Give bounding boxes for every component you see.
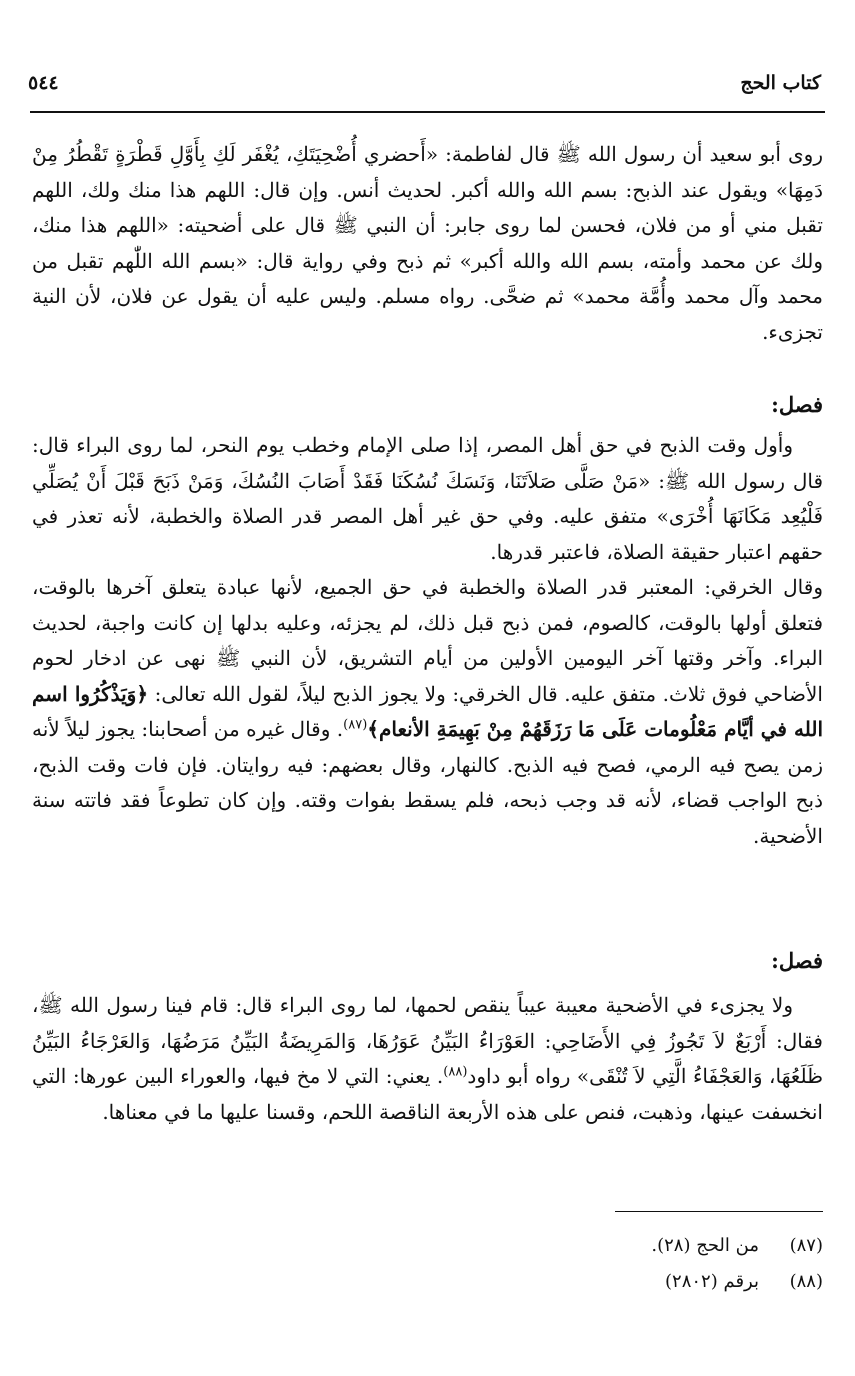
paragraph-1: روى أبو سعيد أن رسول الله ﷺ قال لفاطمة: «أَحضري أُضْحِيَتَكِ، يُغْفَر لَكِ بِأَوَّلِ قَطْرَةٍ تَقْطُرُ مِنْ دَمِهَا» ويقول عند الذبح: بسم الله والله أكبر. لحديث أنس. وإن قال: اللهم هذا منك ولك، اللهم تقبل مني أو من فلان، فحسن لما روى جابر: أن النبي ﷺ قال على أضحيته: «اللهم هذا منك، ولك عن محمد وأمته، بسم الله والله أكبر» ثم ذبح وفي رواية قال: «بسم الله اللّٰهم تقبل من محمد وآل محمد وأُمَّة محمد» ثم ضحَّى. رواه مسلم. وليس عليه أن يقول عن فلان، لأن النية تجزىء. bbox=[32, 142, 823, 344]
section-heading-1: فصل: bbox=[771, 392, 823, 417]
footnote-number: (٨٨) bbox=[789, 1271, 823, 1292]
section-2-paragraph bbox=[32, 988, 823, 1130]
quran-verse: ﴿وَيَذْكُرُوا اسم الله في أيَّام مَعْلُومات عَلَى مَا رَزَقَهُمْ مِنْ بَهِيمَةِ الأنعام﴾ bbox=[32, 681, 823, 741]
section-2-paragraph-start: ولا يجزىء في الأضحية معيبة عيباً ينقص لحمها، لما روى البراء قال: قام فينا رسول الله ﷺ، فقال: أَرْبَعٌ لاَ تَجُوزُ فِي الأَضَاحِي: العَوْرَاءُ البَيِّنُ عَوَرُهَا، وَالمَرِيضَةُ البَيِّنُ مَرَضُهَا، وَالعَرْجَاءُ البَيِّنُ ظَلَعُهَا، وَالعَجْفَاءُ الَّتِي لاَ تُنْقَى» رواه أبو داود bbox=[32, 993, 823, 1088]
section-2-body bbox=[32, 988, 823, 1130]
footnote-ref-87: (٨٧) bbox=[343, 717, 368, 733]
section-1-paragraph-b-end: . وقال غيره من أصحابنا: يجوز ليلاً لأنه زمن يصح فيه الرمي، فصح فيه الذبح. كالنهار، وقال بعضهم: فيه روايتان. فإن فات وقت الذبح، ذبح الواجب قضاء، لأنه قد وجب ذبحه، فلم يسقط بفوات وقته. وإن كان تطوعاً فقد فاتته سنة الأضحية. bbox=[32, 717, 823, 848]
footnote-text: من الحج (٢٨). bbox=[651, 1235, 759, 1256]
footnote-item bbox=[423, 1264, 823, 1300]
footnote-ref-88: (٨٨) bbox=[443, 1064, 468, 1080]
opening-text bbox=[32, 137, 823, 350]
footnote-text: برقم (٢٨٠٢) bbox=[665, 1271, 759, 1292]
footnote-item bbox=[423, 1228, 823, 1264]
footnote-number: (٨٧) bbox=[789, 1235, 823, 1256]
section-1-paragraph-a: وأول وقت الذبح في حق أهل المصر، إذا صلى الإمام وخطب يوم النحر، لما روى البراء قال: قال رسول الله ﷺ: «مَنْ صَلَّى صَلاَتَنَا، وَنَسَكَ نُسُكَنَا فَقَدْ أَصَابَ النُسُكَ، وَمَنْ ذَبَحَ قَبْلَ أَنْ يُصَلِّي فَلْيُعِد مَكَانَهَا أُخْرَى» متفق عليه. وفي حق غير أهل المصر قدر الصلاة والخطبة، لأنه تعذر في حقهم اعتبار حقيقة الصلاة، فاعتبر قدرها. bbox=[32, 433, 823, 564]
section-1-paragraph-b-start: وقال الخرقي: المعتبر قدر الصلاة والخطبة في حق الجميع، لأنها عبادة يتعلق آخرها بالوقت، فتعلق أولها بالوقت، كالصوم، فمن ذبح قبل ذلك، لم يجزئه، وعليه بدلها إن كانت واجبة، لحديث البراء. وآخر وقتها آخر اليومين الأولين من أيام التشريق، لأن النبي ﷺ نهى عن ادخار لحوم الأضاحي فوق ثلاث. متفق عليه. قال الخرقي: ولا يجوز الذبح ليلاً، لقول الله تعالى: bbox=[32, 575, 824, 706]
section-1-paragraph-b bbox=[32, 570, 823, 854]
section-2-paragraph-end: . يعني: التي لا مخ فيها، والعوراء البين عورها: التي انخسفت عينها، وذهبت، فنص على هذه الأربعة الناقصة اللحم، وقسنا عليها ما في معناها. bbox=[32, 1064, 823, 1124]
footnote-divider bbox=[615, 1211, 823, 1212]
page-number: ٥٤٤ bbox=[28, 72, 59, 94]
footnotes bbox=[423, 1228, 823, 1300]
chapter-title: كتاب الحج bbox=[740, 72, 821, 94]
section-1-body bbox=[32, 428, 823, 854]
header-divider bbox=[30, 111, 825, 113]
running-head bbox=[28, 72, 821, 102]
section-heading-2: فصل: bbox=[771, 948, 823, 973]
